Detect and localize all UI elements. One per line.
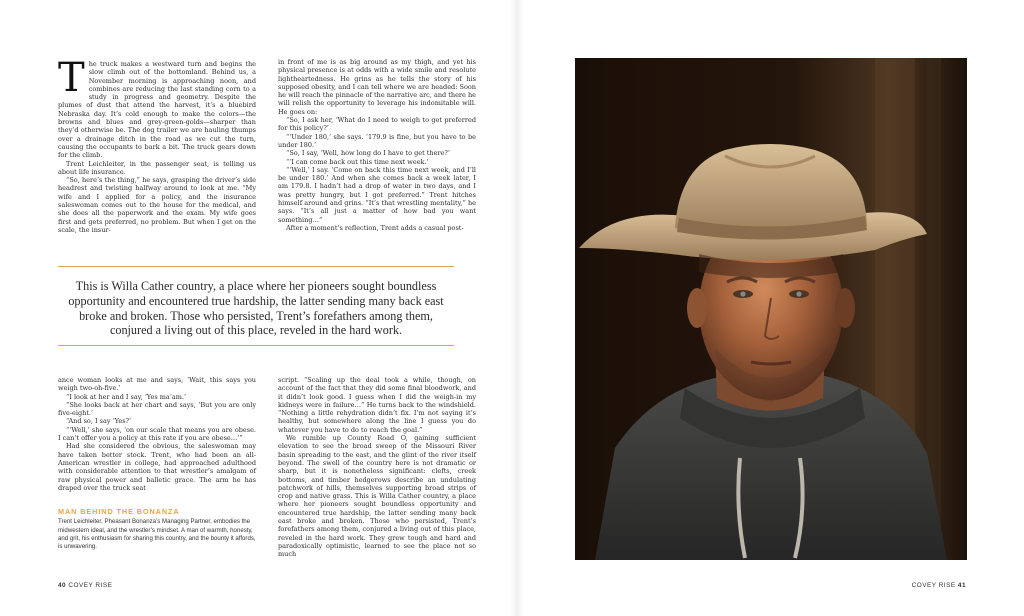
- sidebar-heading: MAN BEHIND THE BONANZA: [58, 507, 180, 517]
- paragraph: Had she considered the obvious, the saleswoman may have taken better stock. Trent, who had been an all-American wrestler in college, had approached adulthood with considerable attention to that wrestler’s amalgam of raw physical power and balletic grace. The arm he has draped over the truck seat: [58, 442, 256, 492]
- paragraph: “‘I can come back out this time next week.’: [286, 157, 429, 166]
- sidebar-body: Trent Leichleiter, Pheasant Bonanza’s Managing Partner, embodies the midwestern ideal, and the wrestler’s mindset. A man of warmth, honesty, and grit, his enthusiasm for sharing this country, and the bounty it affords, is unwavering.: [58, 518, 256, 551]
- paragraph: We rumble up County Road O, gaining sufficient elevation to see the broad sweep of the Missouri River basin spreading to the east, and the glint of the river itself beyond. The swell of the country here is not dramatic or sharp, but it is nonetheless significant: clefts, creek bottoms, and timber hedgerows describe an undulating patchwork of hills, themselves supporting broad strips of crop and native grass. This is Willa Cather country, a place where her pioneers sought boundless opportunity and encountered true hardship, the latter sending many back east broke and broken. Those who persisted, Trent’s forefathers among them, conjured a living out of this place, reveled in the hard work. They grew tough and hard and paradoxically optimistic, learned to see the place not so much: [278, 434, 476, 559]
- paragraph: “‘Well,’ she says, ‘on our scale that means you are obese. I can’t offer you a policy at this rate if you are obese…’”: [58, 425, 256, 443]
- pull-quote: This is Willa Cather country, a place where her pioneers sought boundless opportunity and encountered true hardship, the latter sending many back east broke and broken. Those who persisted, Trent’s forefathers among them, conjured a living out of this place, reveled in the hard work.: [68, 279, 444, 338]
- magazine-title-left: COVEY RISE: [68, 582, 113, 589]
- folio-right: [912, 582, 966, 589]
- paragraph-text: he truck makes a westward turn and begins the slow climb out of the bottomland. Behind us, a November morning is approaching noon, and combines are reducing the last standing corn to a study in progress and geometry. Despite the plumes of dust that attend the harvest, it’s a bluebird Nebraska day. It’s cold enough to make the colors—the browns and blues and grey-green-golds—sharper than they’d otherwise be. The dog trailer we are hauling thumps over a drainage ditch in the road as we cut the turn, causing the occupants to bark a bit. The truck gears down for the climb.: [58, 60, 256, 160]
- page-gutter: [510, 0, 524, 616]
- paragraph: in front of me is as big around as my thigh, and yet his physical presence is at odds with a wide smile and resolute lightheartedness. He grins as he tells the story of his supposed obesity, and I can tell where we are headed: Soon he will reach the pinnacle of the narrative arc, and there he will relish the opportunity to leverage his indomitable will. He goes on:: [278, 58, 476, 116]
- paragraph: “And so, I say ‘Yes?’: [66, 417, 132, 426]
- column-3: [58, 376, 256, 551]
- paragraph: “So, I ask her, ‘What do I need to weigh to get preferred for this policy?’: [278, 116, 476, 133]
- portrait-photo: [575, 58, 967, 560]
- folio-left: [58, 582, 112, 589]
- paragraph: “So, I say, ‘Well, how long do I have to get there?’: [286, 149, 450, 158]
- page-number-right: 41: [957, 582, 966, 589]
- pullquote-rule-bottom: [58, 345, 454, 346]
- drop-cap: T: [58, 55, 85, 101]
- paragraph: ance woman looks at me and says, ‘Wait, this says you weigh two-oh-five.’: [58, 376, 256, 393]
- paragraph: After a moment’s reflection, Trent adds a casual post-: [286, 223, 464, 232]
- cowboy-portrait-illustration: [575, 58, 967, 560]
- opening-paragraph: [58, 55, 256, 160]
- paragraph: “‘Well,’ I say. ‘Come on back this time next week, and I’ll be under 180.’ And when she comes back a week later, I am 179.8. I hadn’t had a drop of water in two days, and I was pretty hungry, but I got preferred.” Trent hitches himself around and grins. “It’s that wrestling mentality,” he says. “It’s all just a matter of how bad you want something…”: [278, 165, 476, 224]
- magazine-title-right: COVEY RISE: [911, 582, 956, 589]
- column-2: [278, 58, 476, 232]
- paragraph: “I look at her and I say, ‘Yes ma’am.’: [66, 392, 187, 401]
- paragraph: “So, here’s the thing,” he says, grasping the driver’s side headrest and twisting halfway around to look at me. “My wife and I applied for a policy, and the insurance saleswoman comes out to the house for the medical, and she does all the paperwork and the exam. My wife goes first and gets preferred, no problem. But when I get on the scale, the insur-: [58, 176, 256, 234]
- paragraph: script. “Scaling up the deal took a while, though, on account of the fact that they did some final bloodwork, and it didn’t look good. I guess when I did the weigh-in my kidneys were in failure…” He turns back to the windshield. “Nothing a little rehydration didn’t fix. I’m not saying it’s healthy, but somewhere along the line I guess you do whatever you have to do to reach the goal.”: [278, 376, 476, 434]
- page-number-left: 40: [58, 582, 67, 589]
- column-1: [58, 55, 256, 234]
- pullquote-rule-top: [58, 266, 454, 267]
- paragraph: “She looks back at her chart and says, ‘But you are only five-eight.’: [58, 400, 256, 418]
- paragraph: Trent Leichleiter, in the passenger seat, is telling us about life insurance.: [58, 159, 256, 176]
- column-4: [278, 376, 476, 559]
- paragraph: “‘Under 180,’ she says. ‘179.9 is fine, but you have to be under 180.’: [278, 132, 476, 149]
